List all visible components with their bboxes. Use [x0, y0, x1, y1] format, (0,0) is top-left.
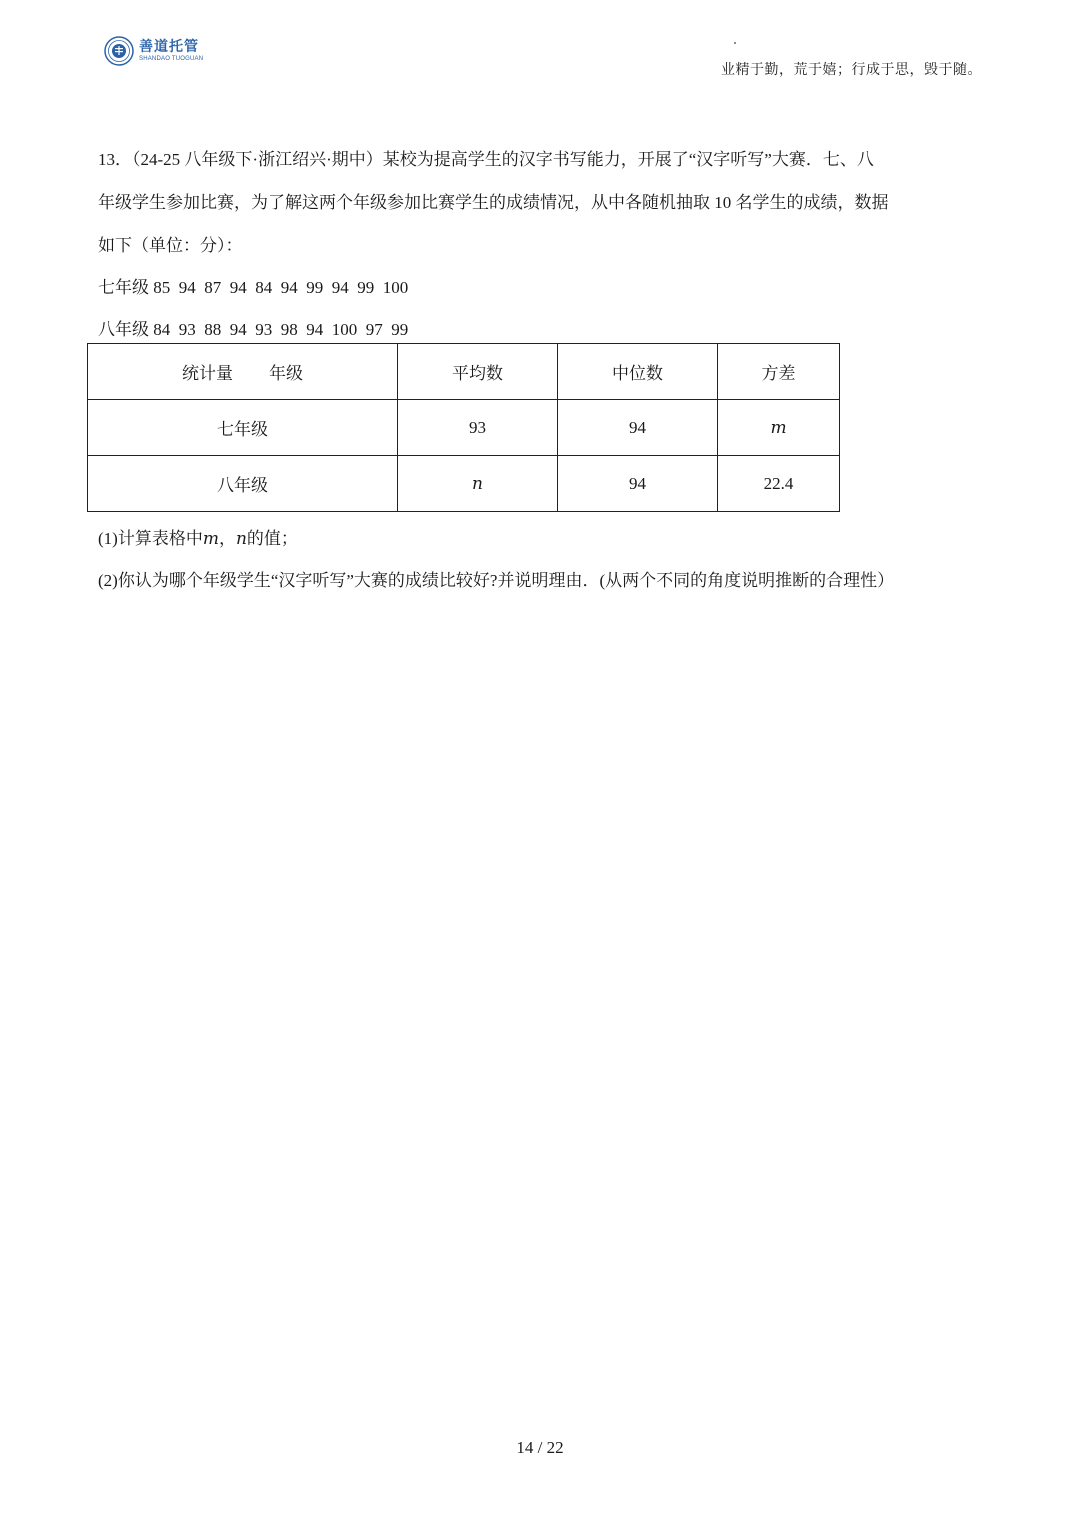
table-header-row — [88, 344, 840, 400]
row-mean: 93 — [398, 400, 558, 456]
question-line-1: 13．（24-25 八年级下·浙江绍兴·期中）某校为提高学生的汉字书写能力，开展了“汉字听写”大赛．七、八 — [98, 150, 874, 169]
logo-english: SHANDAO TUOGUAN — [139, 56, 204, 62]
header-grade-label: 年级 — [269, 364, 303, 383]
page-number: 14 / 22 — [516, 1438, 564, 1457]
table-row — [88, 456, 840, 512]
grade7-scores: 七年级 85 94 87 94 84 94 99 94 99 100 — [98, 278, 409, 297]
header-variance: 方差 — [718, 344, 840, 400]
header-median: 中位数 — [558, 344, 718, 400]
question-line-2: 年级学生参加比赛，为了解这两个年级参加比赛学生的成绩情况，从中各随机抽取 10 名学生的成绩，数据 — [98, 193, 889, 212]
var-n: n — [235, 529, 247, 549]
question-body — [98, 138, 988, 351]
statistics-table — [87, 343, 840, 512]
sub-question-2: (2)你认为哪个年级学生“汉字听写”大赛的成绩比较好?并说明理由．(从两个不同的角度说明推断的合理性） — [98, 571, 895, 590]
row-variance: 22.4 — [718, 456, 840, 512]
header-dot — [734, 42, 736, 44]
var-m: m — [202, 529, 219, 549]
grade8-scores: 八年级 84 93 88 94 93 98 94 100 97 99 — [98, 320, 409, 339]
row-median: 94 — [558, 456, 718, 512]
header-mean: 平均数 — [398, 344, 558, 400]
header-stat-label: 统计量 — [182, 364, 233, 383]
table-row — [88, 400, 840, 456]
brand-logo — [104, 36, 203, 66]
seal-logo-icon — [104, 36, 134, 66]
row-grade: 七年级 — [88, 400, 398, 456]
header-motto: 业精于勤，荒于嬉；行成于思，毁于随。 — [721, 62, 982, 78]
row-median: 94 — [558, 400, 718, 456]
row-variance: m — [718, 400, 840, 456]
sub-questions — [98, 518, 894, 602]
header-stat-grade — [88, 344, 398, 400]
page-header — [0, 0, 1080, 90]
row-mean: n — [398, 456, 558, 512]
question-line-3: 如下（单位：分）： — [98, 236, 243, 255]
question-number: 13． — [98, 150, 132, 169]
logo-name: 善道托管 — [139, 39, 199, 55]
row-grade: 八年级 — [88, 456, 398, 512]
sub-question-1: (1)计算表格中m，n的值； — [98, 529, 298, 549]
